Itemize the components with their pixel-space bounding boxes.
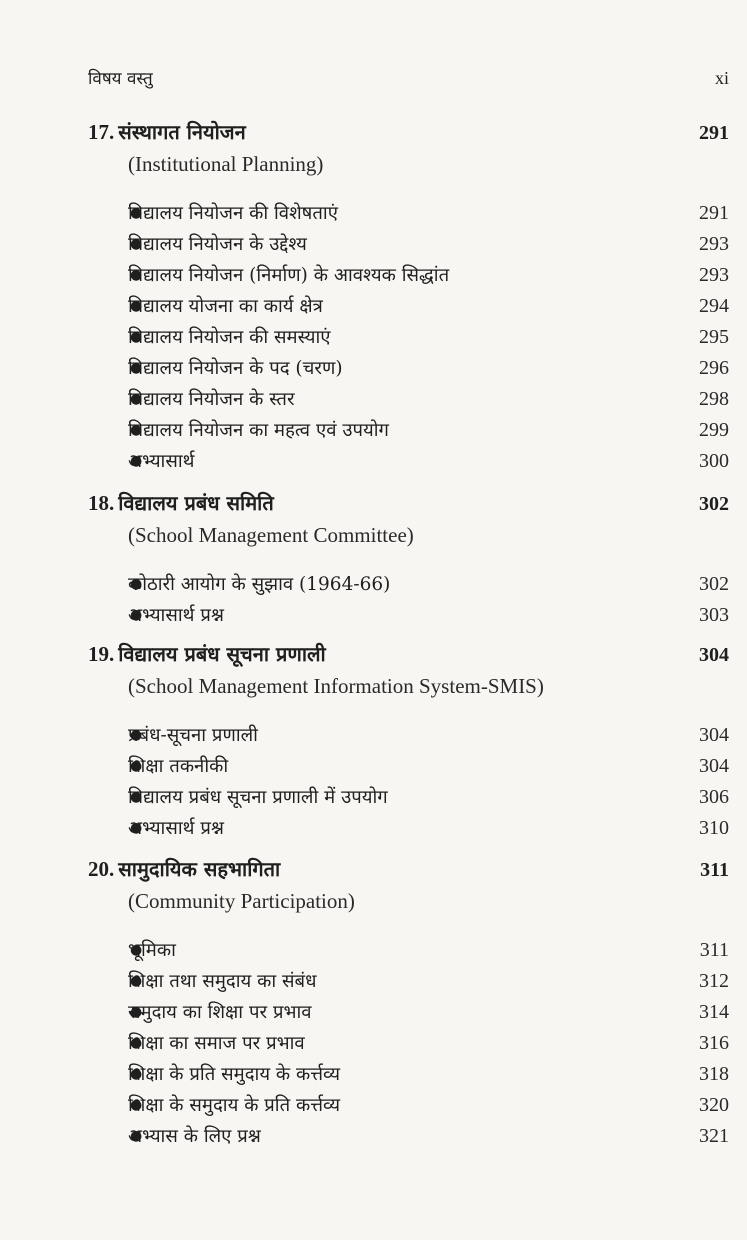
chapter-number: 20. [88, 857, 115, 881]
topic-text: विद्यालय योजना का कार्य क्षेत्र [128, 296, 323, 317]
bullet-icon [88, 607, 170, 623]
topic-text: शिक्षा का समाज पर प्रभाव [128, 1033, 305, 1054]
topic-text: प्रबंध-सूचना प्रणाली [128, 725, 258, 746]
bullet-icon [88, 236, 170, 252]
topic-text: अभ्यासार्थ प्रश्न [128, 818, 224, 839]
topic-page-number: 320 [699, 1094, 729, 1116]
topic-page-number: 291 [699, 202, 729, 224]
bullet-icon [88, 758, 170, 774]
topic-text: शिक्षा तकनीकी [128, 756, 229, 777]
topic-page-number: 316 [699, 1032, 729, 1054]
topic-page-number: 296 [699, 357, 729, 379]
topic-list [88, 722, 729, 846]
bullet-icon [88, 298, 170, 314]
topic-text: अभ्यासार्थ प्रश्न [128, 605, 224, 626]
topic-page-number: 310 [699, 817, 729, 839]
topic-list-item[interactable] [88, 815, 729, 846]
topic-text: कोठारी आयोग के सुझाव (1964-66) [128, 574, 391, 595]
topic-text: अभ्यासार्थ [128, 451, 195, 472]
topic-list-item[interactable] [88, 200, 729, 231]
bullet-icon [88, 576, 170, 592]
chapter-number: 18. [88, 491, 115, 515]
topic-list-item[interactable] [88, 386, 729, 417]
topic-page-number: 293 [699, 264, 729, 286]
topic-list-item[interactable] [88, 1123, 729, 1154]
chapter-section [88, 489, 729, 633]
bullet-icon [88, 727, 170, 743]
topic-page-number: 303 [699, 604, 729, 626]
header-page-number: xi [714, 68, 729, 88]
topic-list-item[interactable] [88, 262, 729, 293]
topic-text: विद्यालय नियोजन का महत्व एवं उपयोग [128, 420, 389, 441]
bullet-icon [88, 942, 170, 958]
chapter-title: विद्यालय प्रबंध सूचना प्रणाली [118, 642, 326, 666]
bullet-icon [88, 360, 170, 376]
topic-page-number: 318 [699, 1063, 729, 1085]
topic-page-number: 295 [699, 326, 729, 348]
bullet-icon [88, 1097, 170, 1113]
topic-text: विद्यालय नियोजन की विशेषताएं [128, 203, 338, 224]
chapter-page-number: 304 [699, 644, 729, 666]
topic-page-number: 294 [699, 295, 729, 317]
topic-list-item[interactable] [88, 355, 729, 386]
chapter-heading[interactable] [88, 855, 729, 889]
topic-page-number: 311 [699, 939, 729, 961]
topic-text: विद्यालय नियोजन (निर्माण) के आवश्यक सिद्धांत [128, 265, 450, 286]
topic-list-item[interactable] [88, 293, 729, 324]
topic-list-item[interactable] [88, 571, 729, 602]
topic-text: समुदाय का शिक्षा पर प्रभाव [128, 1002, 312, 1023]
bullet-icon [88, 1128, 170, 1144]
topic-page-number: 304 [699, 755, 729, 777]
topic-page-number: 314 [699, 1001, 729, 1023]
chapter-number: 17. [88, 120, 115, 144]
bullet-icon [88, 329, 170, 345]
topic-list-item[interactable] [88, 602, 729, 633]
topic-page-number: 304 [699, 724, 729, 746]
topic-page-number: 299 [699, 419, 729, 441]
running-header [88, 66, 729, 89]
chapter-number: 19. [88, 642, 115, 666]
topic-text: शिक्षा के प्रति समुदाय के कर्त्तव्य [128, 1064, 341, 1085]
bullet-icon [88, 453, 170, 469]
bullet-icon [88, 205, 170, 221]
topic-list [88, 937, 729, 1154]
topic-page-number: 302 [699, 573, 729, 595]
topic-page-number: 298 [699, 388, 729, 410]
topic-list-item[interactable] [88, 231, 729, 262]
chapter-subtitle: (School Management Committee) [128, 523, 414, 547]
topic-text: विद्यालय प्रबंध सूचना प्रणाली में उपयोग [128, 787, 388, 808]
topic-page-number: 312 [699, 970, 729, 992]
bullet-icon [88, 1004, 170, 1020]
bullet-icon [88, 1035, 170, 1051]
chapter-page-number: 311 [700, 859, 729, 881]
topic-text: विद्यालय नियोजन के उद्देश्य [128, 234, 307, 255]
chapter-page-number: 291 [699, 122, 729, 144]
chapter-section [88, 640, 729, 846]
chapter-subtitle: (Community Participation) [128, 889, 355, 913]
topic-list-item[interactable] [88, 722, 729, 753]
topic-text: शिक्षा के समुदाय के प्रति कर्त्तव्य [128, 1095, 341, 1116]
bullet-icon [88, 1066, 170, 1082]
chapter-section [88, 118, 729, 479]
topic-text: अभ्यास के लिए प्रश्न [128, 1126, 261, 1147]
topic-list [88, 200, 729, 479]
topic-list-item[interactable] [88, 968, 729, 999]
header-title: विषय वस्तु [88, 69, 153, 89]
topic-list-item[interactable] [88, 937, 729, 968]
topic-page-number: 293 [699, 233, 729, 255]
topic-page-number: 300 [699, 450, 729, 472]
bullet-icon [88, 973, 170, 989]
chapter-heading[interactable] [88, 489, 729, 523]
chapter-heading[interactable] [88, 118, 729, 152]
bullet-icon [88, 820, 170, 836]
topic-list-item[interactable] [88, 1061, 729, 1092]
chapter-subtitle: (Institutional Planning) [128, 152, 324, 176]
topic-list-item[interactable] [88, 784, 729, 815]
bullet-icon [88, 391, 170, 407]
topic-list-item[interactable] [88, 417, 729, 448]
topic-text: शिक्षा तथा समुदाय का संबंध [128, 971, 317, 992]
topic-page-number: 306 [699, 786, 729, 808]
topic-text: भूमिका [128, 940, 176, 961]
bullet-icon [88, 267, 170, 283]
topic-text: विद्यालय नियोजन के स्तर [128, 389, 295, 410]
chapter-page-number: 302 [699, 493, 729, 515]
chapter-section [88, 855, 729, 1154]
topic-list-item[interactable] [88, 448, 729, 479]
chapter-subtitle: (School Management Information System-SMIS) [128, 674, 544, 698]
chapter-title: सामुदायिक सहभागिता [118, 857, 281, 881]
topic-text: विद्यालय नियोजन के पद (चरण) [128, 358, 343, 379]
topic-list [88, 571, 729, 633]
chapter-title: संस्थागत नियोजन [118, 120, 246, 144]
topic-list-item[interactable] [88, 753, 729, 784]
topic-list-item[interactable] [88, 999, 729, 1030]
topic-list-item[interactable] [88, 1030, 729, 1061]
topic-list-item[interactable] [88, 1092, 729, 1123]
chapter-heading[interactable] [88, 640, 729, 674]
bullet-icon [88, 422, 170, 438]
chapter-title: विद्यालय प्रबंध समिति [118, 491, 274, 515]
topic-page-number: 321 [699, 1125, 729, 1147]
topic-list-item[interactable] [88, 324, 729, 355]
topic-text: विद्यालय नियोजन की समस्याएं [128, 327, 331, 348]
bullet-icon [88, 789, 170, 805]
